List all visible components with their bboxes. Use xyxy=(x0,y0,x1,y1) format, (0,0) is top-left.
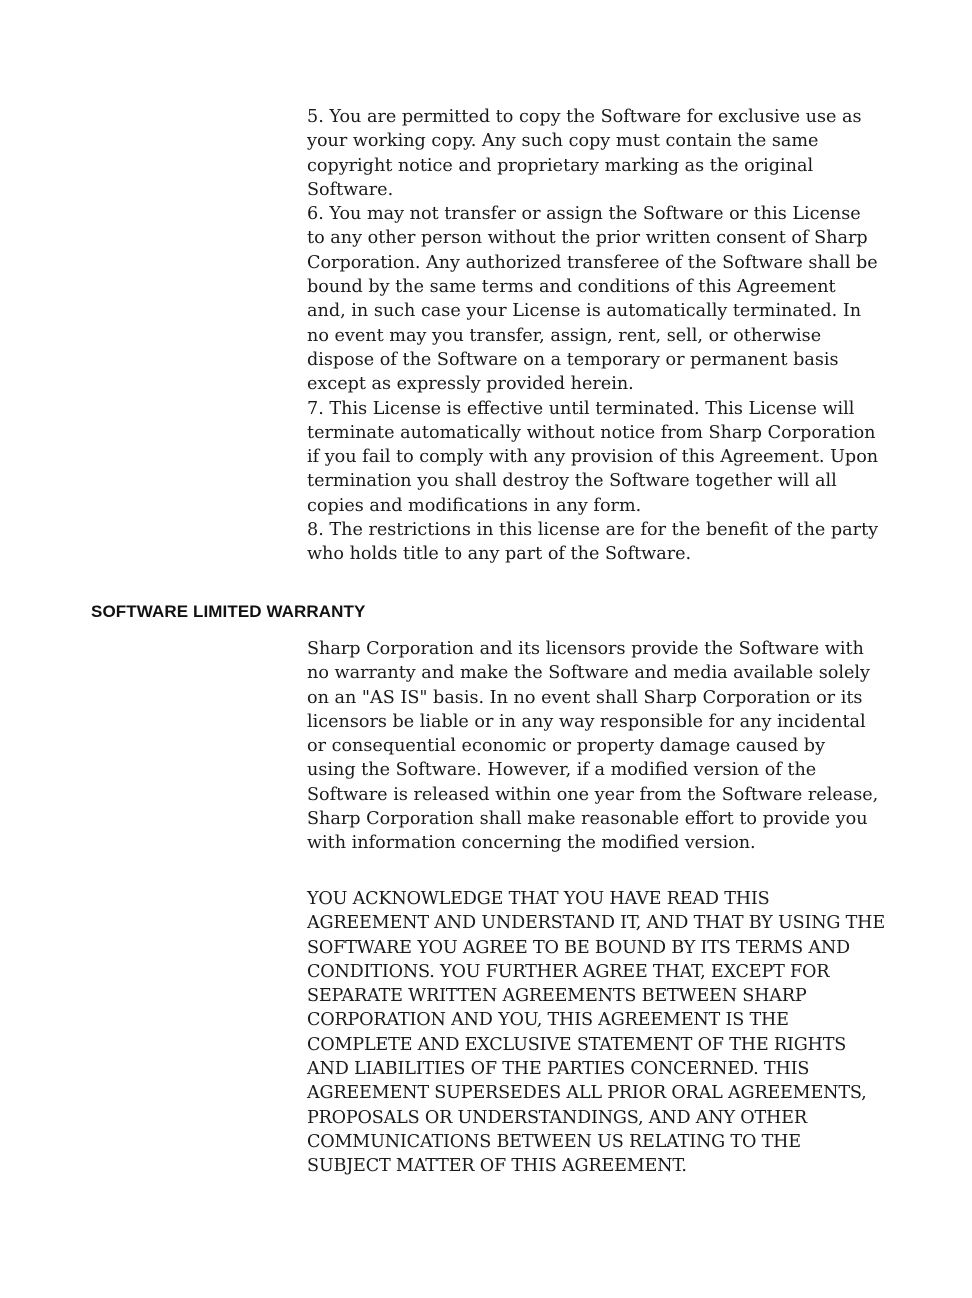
acknowledgement-block xyxy=(307,887,885,1179)
clause-7: 7. This License is effective until terminated. This License will terminate automatically without notice from Sharp Corporation if you fail to comply with any provision of this Agreement. Upon termination you shall destroy the Software together will all copies and modifications in any form. xyxy=(307,398,879,516)
license-clauses xyxy=(307,105,879,567)
clause-5: 5. You are permitted to copy the Software for exclusive use as your working copy. Any such copy must contain the same copyright notice and proprietary marking as the original Software. xyxy=(307,107,862,200)
section-heading-software-limited-warranty: SOFTWARE LIMITED WARRANTY xyxy=(91,602,366,621)
clause-6: 6. You may not transfer or assign the Software or this License to any other person without the prior written consent of Sharp Corporation. Any authorized transferee of the Software shall be bound by the same terms and conditions of this Agreement and, in such case your License is automatically terminated. In no event may you transfer, assign, rent, sell, or otherwise dispose of the Software on a temporary or permanent basis except as expressly provided herein. xyxy=(307,204,878,395)
acknowledgement-paragraph: YOU ACKNOWLEDGE THAT YOU HAVE READ THIS AGREEMENT AND UNDERSTAND IT, AND THAT BY USING THE SOFTWARE YOU AGREE TO BE BOUND BY ITS TERMS AND CONDITIONS. YOU FURTHER AGREE THAT, EXCEPT FOR SEPARATE WRITTEN AGREEMENTS BETWEEN SHARP CORPORATION AND YOU, THIS AGREEMENT IS THE COMPLETE AND EXCLUSIVE STATEMENT OF THE RIGHTS AND LIABILITIES OF THE PARTIES CONCERNED. THIS AGREEMENT SUPERSEDES ALL PRIOR ORAL AGREEMENTS, PROPOSALS OR UNDERSTANDINGS, AND ANY OTHER COMMUNICATIONS BETWEEN US RELATING TO THE SUBJECT MATTER OF THIS AGREEMENT. xyxy=(307,889,885,1177)
warranty-paragraph: Sharp Corporation and its licensors provide the Software with no warranty and make the Software and media available solely on an "AS IS" basis. In no event shall Sharp Corporation or its licensors be liable or in any way responsible for any incidental or consequential economic or property damage caused by using the Software. However, if a modified version of the Software is released within one year from the Software release, Sharp Corporation shall make reasonable effort to provide you with information concerning the modified version. xyxy=(307,639,879,854)
warranty-paragraph-block xyxy=(307,637,879,856)
clause-8: 8. The restrictions in this license are for the benefit of the party who holds title to any part of the Software. xyxy=(307,520,879,565)
